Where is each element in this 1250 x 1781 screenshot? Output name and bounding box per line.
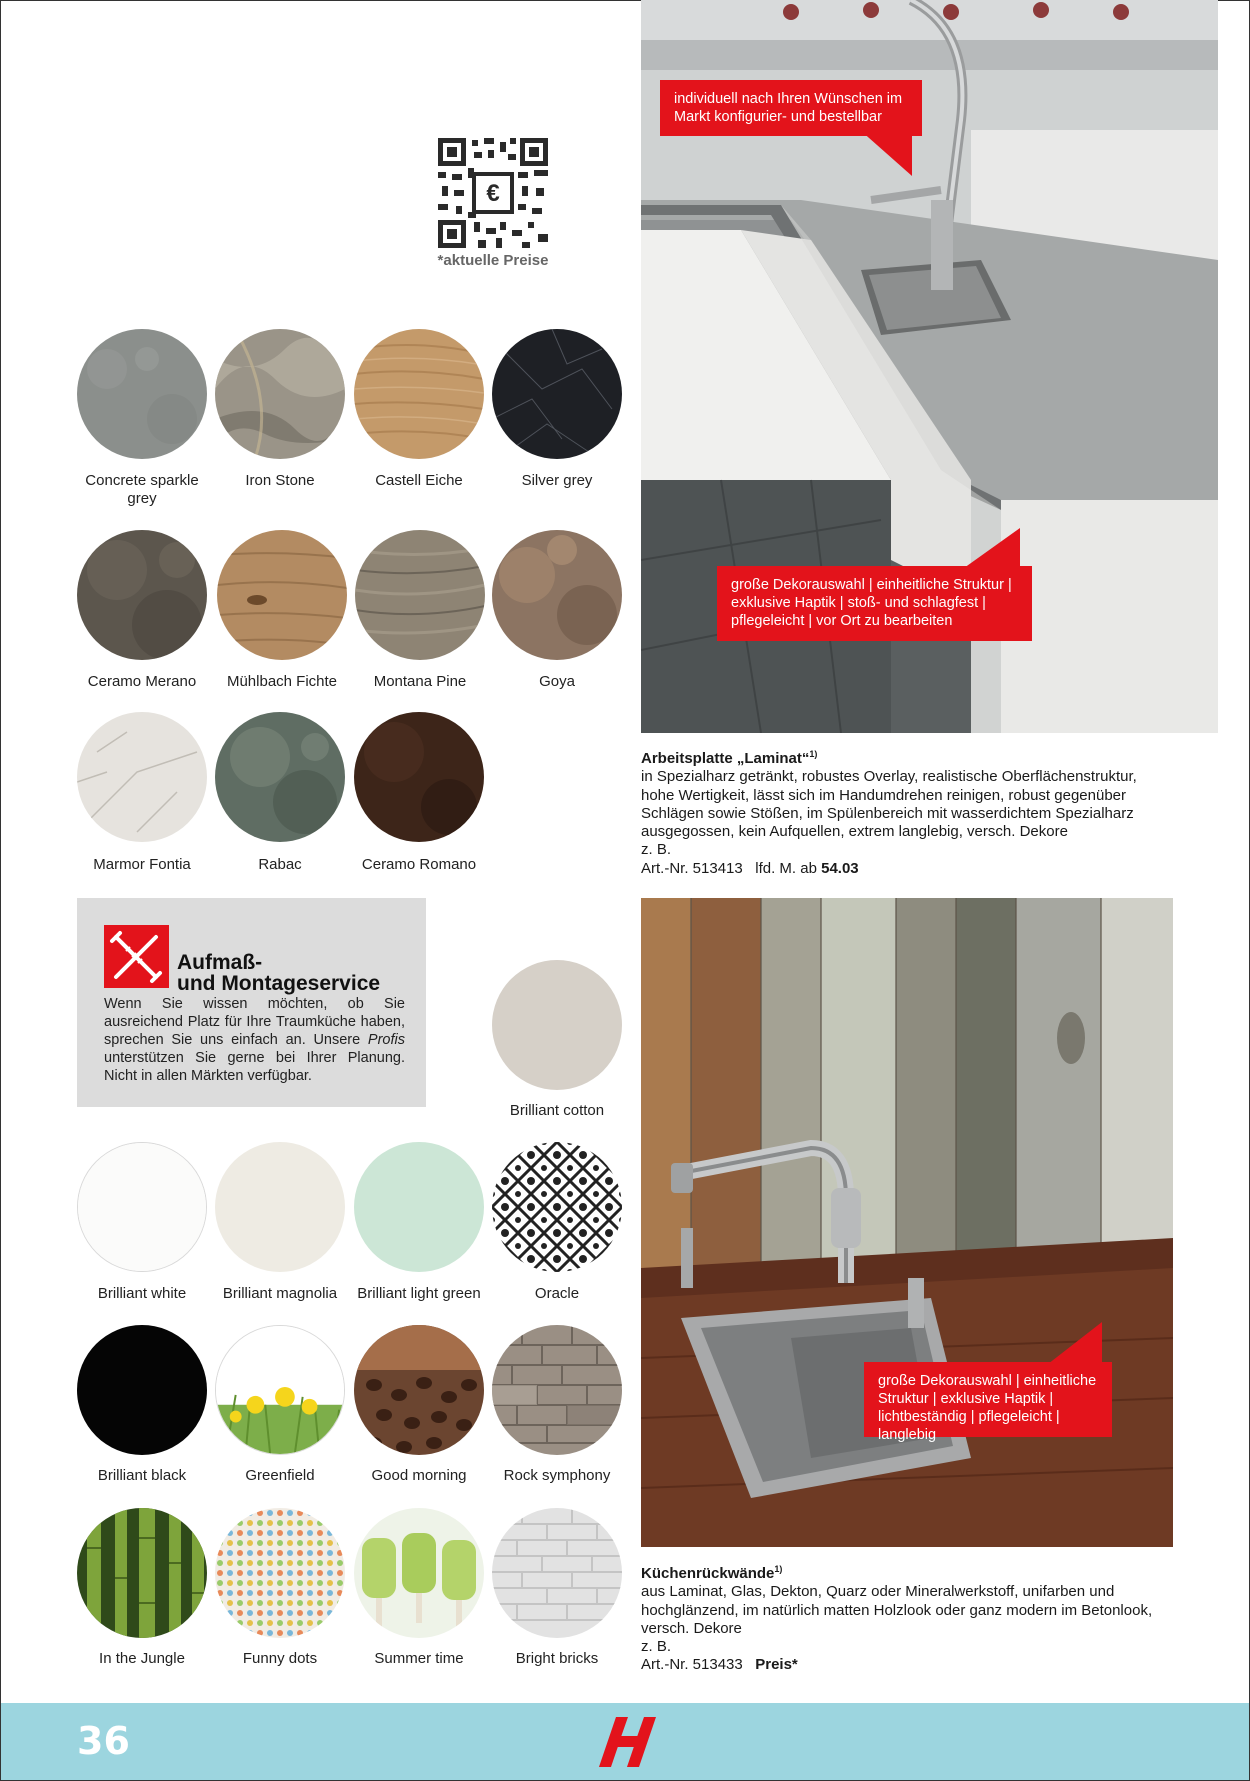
product-price: 54.03: [821, 859, 859, 877]
svg-text:€: €: [486, 180, 500, 207]
swatch-label: Marmor Fontia: [93, 856, 191, 873]
swatch-summer-time[interactable]: [354, 1508, 484, 1638]
callout-worktop-features: große Dekorauswahl | einheitliche Struktur | exklusive Haptik | stoß- und schlagfest | pflegeleicht | vor Ort zu bearbeiten: [717, 566, 1032, 641]
swatch-label: Greenfield: [245, 1467, 315, 1484]
swatch-label: Good morning: [371, 1467, 467, 1484]
swatch-brilliant-light-green[interactable]: [354, 1142, 484, 1272]
product-worktop: Arbeitsplatte „Laminat“$^{1)}$ in Spezialharz getränkt, robustes Overlay, realistische Oberflächenstruktur, hohe Wertigkeit, lässt sich im Handumdrehen reinigen, robust gegenüber Schlägen sowie Stößen, im Spülenbereich mit wasserdichtem Spezialharz ausgegossen, kein Aufquellen, extrem langlebig, versch. Dekore z. B. Art.-Nr. 513413 lfd. M. ab 54.03: [641, 745, 1161, 878]
swatch-label: Silver grey: [521, 472, 593, 489]
product-example: z. B.: [641, 841, 672, 859]
swatch-silver-grey[interactable]: [492, 329, 622, 459]
swatch-label: Oracle: [534, 1285, 580, 1302]
product-description: in Spezialharz getränkt, robustes Overlay, realistische Oberflächenstruktur, hohe Wertigkeit, lässt sich im Handumdrehen reinigen, robust gegenüber Schlägen sowie Stößen, im Spülenbereich mit wasserdichtem Spezialharz ausgegossen, kein Aufquellen, extrem langlebig, versch. Dekore: [641, 768, 1137, 841]
swatch-label: Montana Pine: [373, 673, 467, 690]
swatch-concrete-sparkle-grey[interactable]: [77, 329, 207, 459]
swatch-rabac[interactable]: [215, 712, 345, 842]
swatch-brilliant-white[interactable]: [77, 1142, 207, 1272]
swatch-label: Rock symphony: [503, 1467, 611, 1484]
product-price: Preis*: [755, 1656, 798, 1674]
service-box: [77, 898, 426, 1107]
swatch-label: Goya: [539, 673, 575, 690]
swatch-iron-stone[interactable]: [215, 329, 345, 459]
swatch-brilliant-black[interactable]: [77, 1325, 207, 1455]
callout-pointer: [1048, 1322, 1102, 1364]
qr-caption: *aktuelle Preise: [437, 252, 549, 269]
product-title: Arbeitsplatte „Laminat“: [641, 750, 810, 767]
swatch-label: In the Jungle: [99, 1650, 185, 1667]
product-backwall: Küchenrückwände$^{1)}$ aus Laminat, Glas, Dekton, Quarz oder Mineralwerkstoff, unifarben und hochglänzend, im natürlich matten Holzlook oder ganz modern im Betonlook, versch. Dekore z. B. Art.-Nr. 513433 Preis*: [641, 1560, 1161, 1675]
callout-pointer: [964, 528, 1020, 568]
backwall-kitchen-photo: [641, 898, 1173, 1547]
swatch-funny-dots[interactable]: [215, 1508, 345, 1638]
swatch-label: Brilliant white: [97, 1285, 187, 1302]
swatch-label: Ceramo Romano: [361, 856, 477, 873]
swatch-ceramo-merano[interactable]: [77, 530, 207, 660]
callout-configurable: individuell nach Ihren Wünschen im Markt konfigurier- und bestellbar: [660, 80, 922, 136]
product-title: Küchenrückwände: [641, 1565, 775, 1582]
swatch-label: Concrete sparkle grey: [85, 472, 199, 507]
swatch-oracle[interactable]: [492, 1142, 622, 1272]
swatch-label: Brilliant cotton: [509, 1102, 605, 1119]
swatch-bright-bricks[interactable]: [492, 1508, 622, 1638]
page-number: 36: [77, 1719, 130, 1763]
swatch-rock-symphony[interactable]: [492, 1325, 622, 1455]
callout-backwall-features: große Dekorauswahl | einheitliche Struktur | exklusive Haptik | lichtbeständig | pflegeleicht | langlebig: [864, 1362, 1112, 1437]
swatch-label: Ceramo Merano: [87, 673, 197, 690]
swatch-label: Mühlbach Fichte: [226, 673, 338, 690]
swatch-label: Brilliant magnolia: [222, 1285, 338, 1302]
brand-logo[interactable]: [598, 1717, 656, 1767]
service-title: Aufmaß- und Montageservice: [177, 951, 381, 995]
qr-code[interactable]: [438, 138, 548, 248]
swatch-marmor-fontia[interactable]: [77, 712, 207, 842]
swatch-label: Iron Stone: [245, 472, 315, 489]
swatch-ceramo-romano[interactable]: [354, 712, 484, 842]
swatch-label: Rabac: [258, 856, 302, 873]
product-example: z. B.: [641, 1638, 672, 1656]
product-description: aus Laminat, Glas, Dekton, Quarz oder Mineralwerkstoff, unifarben und hochglänzend, im natürlich matten Holzlook oder ganz modern im Betonlook, versch. Dekore: [641, 1583, 1153, 1637]
swatch-label: Bright bricks: [515, 1650, 599, 1667]
callout-pointer: [860, 130, 912, 176]
swatch-greenfield[interactable]: [215, 1325, 345, 1455]
swatch-brilliant-cotton[interactable]: [492, 960, 622, 1090]
swatch-label: Brilliant light green: [357, 1285, 481, 1302]
swatch-label: Funny dots: [242, 1650, 318, 1667]
swatch-muehlbach-fichte[interactable]: [217, 530, 347, 660]
product-price-line: Art.-Nr. 513413 lfd. M. ab 54.03: [641, 859, 859, 877]
swatch-brilliant-magnolia[interactable]: [215, 1142, 345, 1272]
swatch-good-morning[interactable]: [354, 1325, 484, 1455]
swatch-label: Castell Eiche: [375, 472, 463, 489]
swatch-label: Summer time: [374, 1650, 464, 1667]
tools-icon: [104, 925, 169, 988]
swatch-goya[interactable]: [492, 530, 622, 660]
product-price-line: Art.-Nr. 513433 Preis*: [641, 1656, 798, 1674]
swatch-in-the-jungle[interactable]: [77, 1508, 207, 1638]
swatch-label: Brilliant black: [97, 1467, 187, 1484]
service-text: Wenn Sie wissen möchten, ob Sie ausreichend Platz für Ihre Traumküche haben, sprechen Sie uns einfach an. Unsere Profis unterstützen Sie gerne bei Ihrer Planung. Nicht in allen Märkten verfügbar.: [104, 996, 405, 1084]
swatch-castell-eiche[interactable]: [354, 329, 484, 459]
footer-band: [1, 1703, 1249, 1780]
swatch-montana-pine[interactable]: [355, 530, 485, 660]
